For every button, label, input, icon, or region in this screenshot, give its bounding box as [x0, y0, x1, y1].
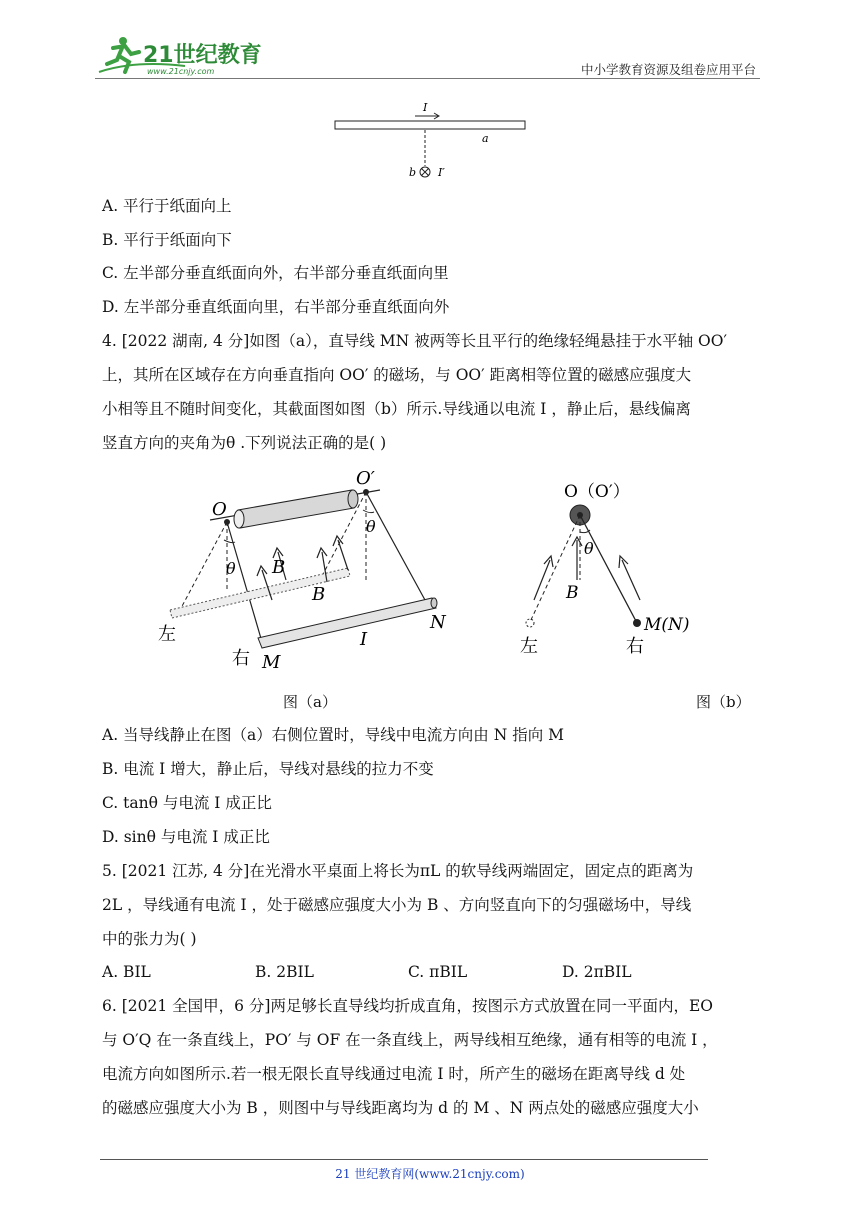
q4-stem-line-4: 竖直方向的夹角为θ .下列说法正确的是( ): [102, 434, 387, 452]
label-B-1: B: [272, 557, 286, 578]
current-label: I: [423, 101, 428, 114]
label-I: I: [360, 629, 368, 650]
label-right-b: 右: [626, 636, 644, 657]
svg-text:www.21cnjy.com: www.21cnjy.com: [147, 67, 215, 76]
q3-option-a[interactable]: A. 平行于纸面向上: [102, 197, 232, 215]
caption-figure-b: 图（b）: [696, 693, 751, 711]
svg-text:21世纪教育: 21世纪教育: [143, 43, 262, 68]
q6-stem-line-3: 电流方向如图所示.若一根无限长直导线通过电流 I 时，所产生的磁场在距离导线 d 处: [102, 1065, 686, 1083]
label-theta-1: θ: [226, 559, 236, 578]
wire-a-label: a: [482, 132, 489, 145]
label-left: 左: [158, 624, 176, 645]
label-O-Oprime: O（O′）: [564, 482, 630, 502]
q3-option-d[interactable]: D. 左半部分垂直纸面向里，右半部分垂直纸面向外: [102, 298, 450, 316]
q4-option-a[interactable]: A. 当导线静止在图（a）右侧位置时，导线中电流方向由 N 指向 M: [102, 726, 565, 744]
q5-stem-line-1: 5. [2021 江苏, 4 分]在光滑水平桌面上将长为πL 的软导线两端固定，固定点的距离为: [102, 862, 694, 880]
q4-stem-line-2: 上，其所在区域存在方向垂直指向 OO′ 的磁场，与 OO′ 距离相等位置的磁感应强度大: [102, 366, 692, 384]
logo: [95, 32, 265, 78]
figure-b: [510, 470, 720, 670]
label-M: M: [262, 652, 281, 673]
label-B-2: B: [312, 584, 326, 605]
q5-option-b[interactable]: B. 2BIL: [255, 963, 314, 981]
wire-b-label: b: [409, 166, 417, 179]
label-B: B: [566, 583, 579, 603]
q3-option-c[interactable]: C. 左半部分垂直纸面向外，右半部分垂直纸面向里: [102, 264, 449, 282]
q3-option-b[interactable]: B. 平行于纸面向下: [102, 231, 232, 249]
header-divider: [95, 78, 760, 79]
q4-option-c[interactable]: C. tanθ 与电流 I 成正比: [102, 794, 272, 812]
label-left-b: 左: [520, 636, 538, 657]
q5-stem-line-3: 中的张力为( ): [102, 930, 197, 948]
label-N: N: [430, 612, 446, 633]
footer-source[interactable]: 21 世纪教育网(www.21cnjy.com): [335, 1167, 525, 1181]
current-iprime-label: I′: [438, 166, 445, 179]
q5-stem-line-2: 2L ，导线通有电流 I ，处于磁感应强度大小为 B 、方向竖直向下的匀强磁场中，导线: [102, 896, 692, 914]
q6-stem-line-1: 6. [2021 全国甲，6 分]两足够长直导线均折成直角，按图示方式放置在同一平面内，EO: [102, 997, 713, 1015]
q4-option-d[interactable]: D. sinθ 与电流 I 成正比: [102, 828, 270, 846]
label-theta-2: θ: [366, 517, 376, 536]
figure-wire-a-b: [330, 96, 530, 186]
q5-option-c[interactable]: C. πBIL: [408, 963, 468, 981]
label-O: O: [212, 499, 227, 520]
footer-divider: [100, 1159, 708, 1160]
label-theta: θ: [584, 539, 594, 558]
label-Oprime: O′: [356, 470, 375, 489]
caption-figure-a: 图（a）: [283, 693, 337, 711]
q6-stem-line-4: 的磁感应强度大小为 B ，则图中与导线距离均为 d 的 M 、N 两点处的磁感应强度大小: [102, 1099, 699, 1117]
q4-stem-line-3: 小相等且不随时间变化，其截面图如图（b）所示.导线通以电流 I ，静止后，悬线偏离: [102, 400, 691, 418]
q5-option-a[interactable]: A. BIL: [102, 963, 151, 981]
page-header: [95, 32, 760, 78]
figure-a: [140, 470, 460, 680]
q4-option-b[interactable]: B. 电流 I 增大，静止后，导线对悬线的拉力不变: [102, 760, 434, 778]
q4-stem-line-1: 4. [2022 湖南, 4 分]如图（a），直导线 MN 被两等长且平行的绝缘轻绳悬挂于水平轴 OO′: [102, 332, 727, 350]
label-right: 右: [232, 648, 250, 669]
platform-name: 中小学教育资源及组卷应用平台: [580, 62, 756, 77]
label-MN: M(N): [644, 615, 690, 635]
q6-stem-line-2: 与 O′Q 在一条直线上，PO′ 与 OF 在一条直线上，两导线相互绝缘，通有相等的电流 I ，: [102, 1031, 718, 1049]
q5-option-d[interactable]: D. 2πBIL: [562, 963, 632, 981]
